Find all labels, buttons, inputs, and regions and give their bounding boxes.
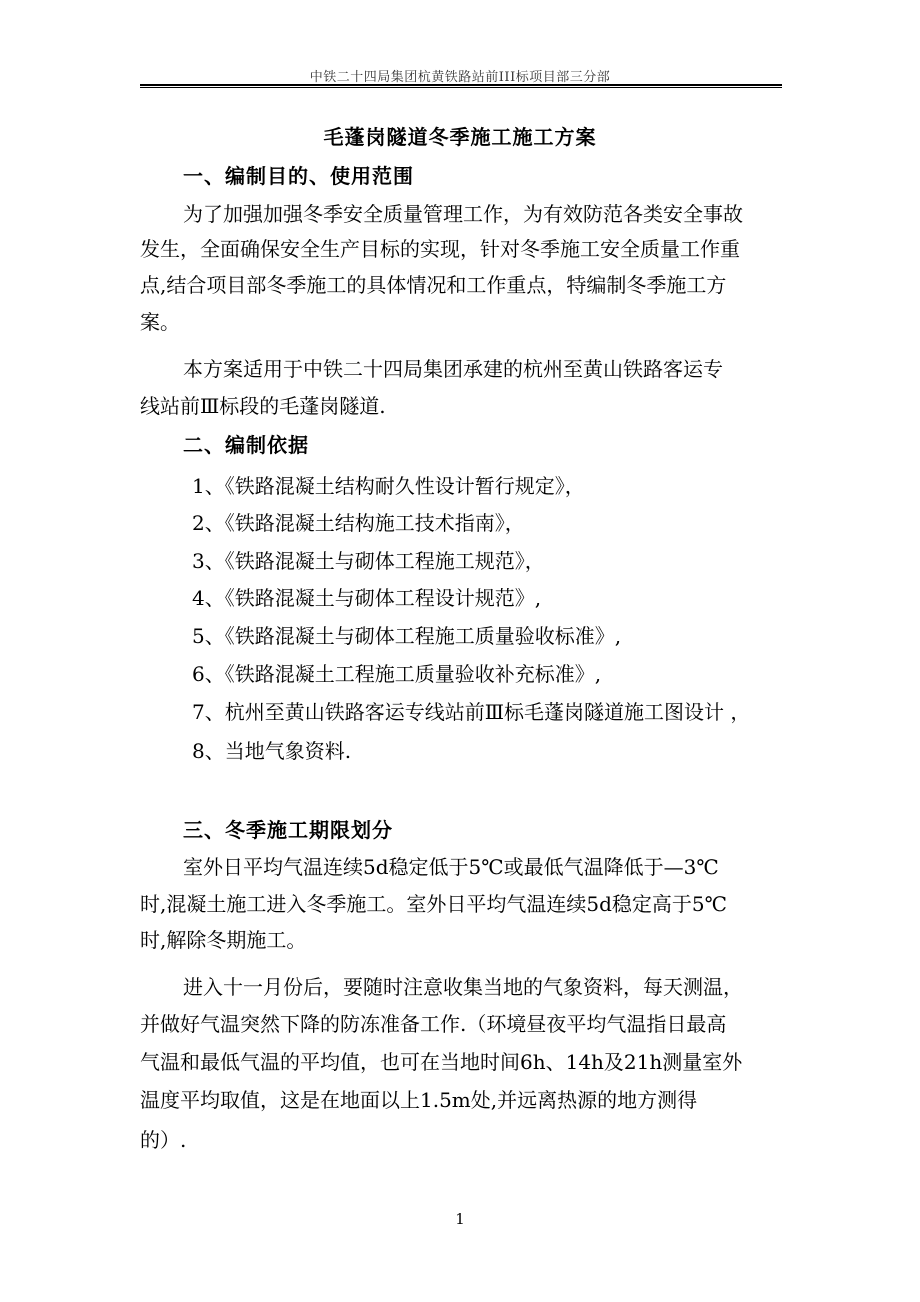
list-item: 5、《铁路混凝土与砌体工程施工质量验收标准》,: [192, 624, 622, 648]
list-item: 7、杭州至黄山铁路客运专线站前Ⅲ标毛蓬岗隧道施工图设计 ，: [192, 700, 751, 724]
paragraph-line: 时,解除冬期施工。: [140, 928, 307, 952]
paragraph-line: 并做好气温突然下降的防冻准备工作.（环境昼夜平均气温指日最高: [140, 1012, 727, 1036]
paragraph-line: 的）.: [140, 1128, 187, 1152]
list-item: 3、《铁路混凝土与砌体工程施工规范》，: [192, 549, 545, 573]
paragraph-line: 时,混凝土施工进入冬季施工。室外日平均气温连续5d稳定高于5℃: [140, 892, 727, 916]
header-text: 中铁二十四局集团杭黄铁路站前III标项目部三分部: [309, 70, 611, 85]
list-item: 4、《铁路混凝土与砌体工程设计规范》,: [192, 586, 542, 610]
list-item: 2、《铁路混凝土结构施工技术指南》，: [192, 511, 525, 535]
paragraph-line: 发生，全面确保安全生产目标的实现，针对冬季施工安全质量工作重: [140, 237, 740, 261]
list-item: 6、《铁路混凝土工程施工质量验收补充标准》,: [192, 662, 602, 686]
section-heading-purpose: 一、编制目的、使用范围: [183, 164, 414, 188]
list-item: 8、当地气象资料.: [192, 739, 352, 763]
document-title: 毛蓬岗隧道冬季施工施工方案: [323, 125, 597, 149]
paragraph-line: 气温和最低气温的平均值，也可在当地时间6h、14h及21h测量室外: [140, 1050, 743, 1074]
paragraph-line: 案。: [140, 310, 180, 334]
section-heading-basis: 二、编制依据: [183, 433, 309, 457]
paragraph-line: 温度平均取值，这是在地面以上1.5m处,并远离热源的地方测得: [140, 1088, 698, 1112]
paragraph-line: 本方案适用于中铁二十四局集团承建的杭州至黄山铁路客运专: [183, 357, 723, 381]
paragraph-line: 室外日平均气温连续5d稳定低于5℃或最低气温降低于—3℃: [183, 855, 719, 879]
list-item: 1、《铁路混凝土结构耐久性设计暂行规定》，: [192, 474, 585, 498]
section-heading-winter-period: 三、冬季施工期限划分: [183, 818, 393, 842]
header-rule: [140, 84, 782, 88]
paragraph-line: 点,结合项目部冬季施工的具体情况和工作重点，特编制冬季施工方: [140, 273, 727, 297]
paragraph-line: 线站前Ⅲ标段的毛蓬岗隧道.: [140, 394, 386, 418]
paragraph-line: 为了加强加强冬季安全质量管理工作，为有效防范各类安全事故: [183, 202, 743, 226]
paragraph-line: 进入十一月份后，要随时注意收集当地的气象资料，每天测温，: [183, 975, 743, 999]
page-number: 1: [455, 1210, 465, 1228]
